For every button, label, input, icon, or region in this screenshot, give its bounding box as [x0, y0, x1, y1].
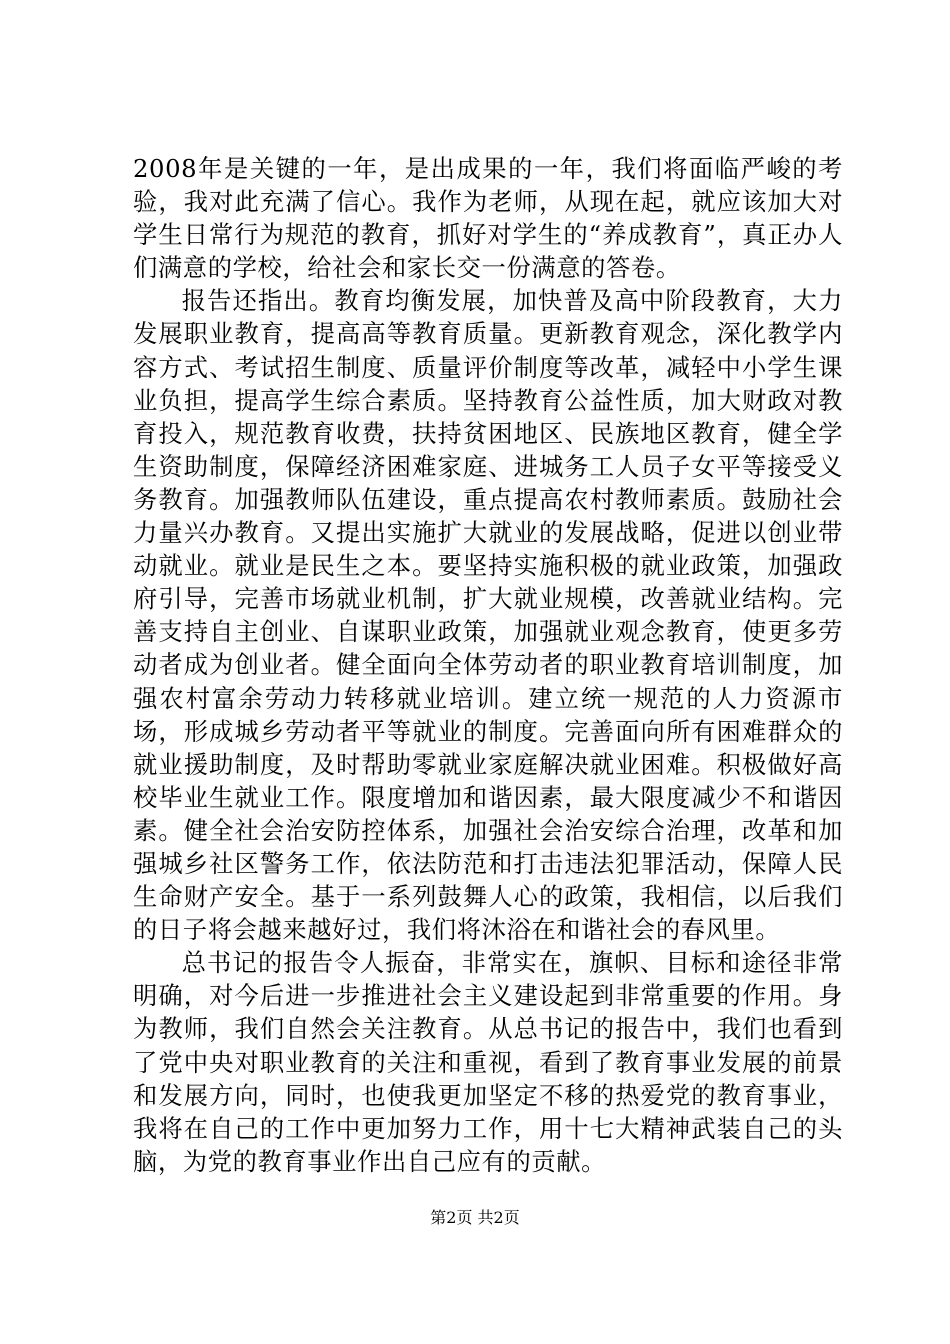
paragraph-conclusion: 总书记的报告令人振奋，非常实在，旗帜、目标和途径非常明确，对今后进一步推进社会主义建设起到非常重要的作用。身为教师，我们自然会关注教育。从总书记的报告中，我们也看到了党中央对职业教育的关注和重视，看到了教育事业发展的前景和发展方向，同时，也使我更加坚定不移的热爱党的教育事业，我将在自己的工作中更加努力工作，用十七大精神武装自己的头脑，为党的教育事业作出自己应有的贡献。 [133, 948, 843, 1176]
page-footer: 第2页 共2页 [430, 1208, 520, 1227]
paragraph-report: 报告还指出。教育均衡发展，加快普及高中阶段教育，大力发展职业教育，提高高等教育质量。更新教育观念，深化教学内容方式、考试招生制度、质量评价制度等改革，减轻中小学生课业负担，提高学生综合素质。坚持教育公益性质，加大财政对教育投入，规范教育收费，扶持贫困地区、民族地区教育，健全学生资助制度，保障经济困难家庭、进城务工人员子女平等接受义务教育。加强教师队伍建设，重点提高农村教师素质。鼓励社会力量兴办教育。又提出实施扩大就业的发展战略，促进以创业带动就业。就业是民生之本。要坚持实施积极的就业政策，加强政府引导，完善市场就业机制，扩大就业规模，改善就业结构。完善支持自主创业、自谋职业政策，加强就业观念教育，使更多劳动者成为创业者。健全面向全体劳动者的职业教育培训制度，加强农村富余劳动力转移就业培训。建立统一规范的人力资源市场，形成城乡劳动者平等就业的制度。完善面向所有困难群众的就业援助制度，及时帮助零就业家庭解决就业困难。积极做好高校毕业生就业工作。限度增加和谐因素，最大限度减少不和谐因素。健全社会治安防控体系，加强社会治安综合治理，改革和加强城乡社区警务工作，依法防范和打击违法犯罪活动，保障人民生命财产安全。基于一系列鼓舞人心的政策，我相信，以后我们的日子将会越来越好过，我们将沐浴在和谐社会的春风里。 [133, 286, 843, 945]
paragraph-opening: 2008年是关键的一年，是出成果的一年，我们将面临严峻的考验，我对此充满了信心。我作为老师，从现在起，就应该加大对学生日常行为规范的教育，抓好对学生的“养成教育”，真正办人们满意的学校，给社会和家长交一份满意的答卷。 [133, 154, 843, 283]
document-body [133, 152, 843, 1178]
